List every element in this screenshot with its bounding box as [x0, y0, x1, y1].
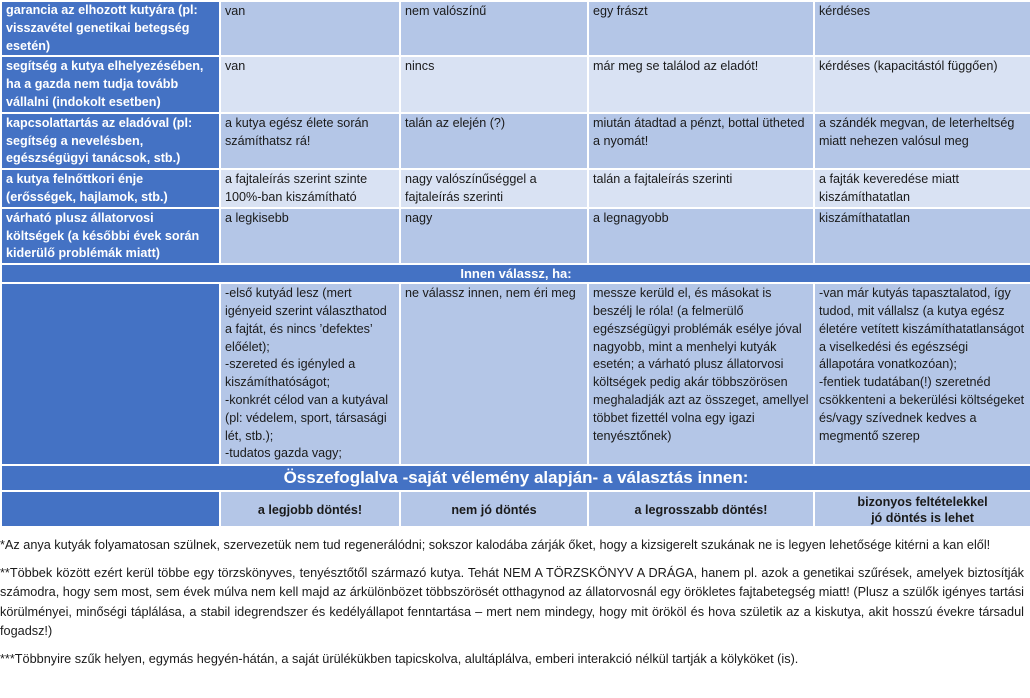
table-cell: -első kutyád lesz (mert igényeid szerint választhatod a fajtát, és nincs ’defektes’ előélet); -szereted és igényled a kiszámíthatóságot; -konkrét célod van a kutyával (pl: védelem, sport, társasági lét, stb.); -tudatos gazda vagy;	[220, 283, 400, 465]
table-cell: van	[220, 56, 400, 112]
row-label: kapcsolattartás az eladóval (pl: segítség a nevelésben, egészségügyi tanácsok, stb.)	[1, 113, 220, 169]
row-label: a kutya felnőttkori énje (erősségek, hajlamok, stb.)	[1, 169, 220, 208]
table-cell: kiszámíthatatlan	[814, 208, 1030, 264]
table-cell: kérdéses	[814, 1, 1030, 56]
table-cell: nagy valószínűséggel a fajtaleírás szerinti	[400, 169, 588, 208]
row-label: garancia az elhozott kutyára (pl: visszavétel genetikai betegség esetén)	[1, 1, 220, 56]
table-cell: a fajtaleírás szerint szinte 100%-ban kiszámítható	[220, 169, 400, 208]
table-cell: nem valószínű	[400, 1, 588, 56]
row-label: várható plusz állatorvosi költségek (a későbbi évek során kiderülő problémák miatt)	[1, 208, 220, 264]
footnotes	[0, 536, 1024, 677]
table-row-seller-contact	[1, 113, 1030, 169]
table-cell: talán az elején (?)	[400, 113, 588, 169]
section-header-summary	[1, 465, 1030, 491]
row-label	[1, 283, 220, 465]
table-cell: kérdéses (kapacitástól függően)	[814, 56, 1030, 112]
table-cell: a legnagyobb	[588, 208, 814, 264]
table-row-choose-if	[1, 283, 1030, 465]
table-cell: nagy	[400, 208, 588, 264]
table-cell: a kutya egész élete során számíthatsz rá!	[220, 113, 400, 169]
verdict-cell: a legjobb döntés!	[220, 491, 400, 527]
section-title: Innen válassz, ha:	[1, 264, 1030, 283]
table-row-adult-self	[1, 169, 1030, 208]
table-cell: messze kerüld el, és másokat is beszélj le róla! (a felmerülő egészségügyi problémák esélye jóval nagyobb, mint a menhelyi kutyák esetén; a várható plusz állatorvosi költségek pedig akár többszörösen meghaladják azt az összeget, amellyel többet fizettél volna egy igazi tenyésztőnek)	[588, 283, 814, 465]
table-row-vet-costs	[1, 208, 1030, 264]
table-cell: miután átadtad a pénzt, bottal ütheted a nyomát!	[588, 113, 814, 169]
row-label: segítség a kutya elhelyezésében, ha a gazda nem tudja tovább vállalni (indokolt esetben)	[1, 56, 220, 112]
table-cell: nincs	[400, 56, 588, 112]
section-header-choose	[1, 264, 1030, 283]
table-cell: van	[220, 1, 400, 56]
table-cell: a szándék megvan, de leterheltség miatt nehezen valósul meg	[814, 113, 1030, 169]
table-row-verdict	[1, 491, 1030, 527]
table-row-guarantee	[1, 1, 1030, 56]
verdict-cell: bizonyos feltételekkel jó döntés is lehet	[814, 491, 1030, 527]
verdict-cell: a legrosszabb döntés!	[588, 491, 814, 527]
table-cell: -van már kutyás tapasztalatod, így tudod, mit vállalsz (a kutya egész életére vetített kiszámíthatatlanságot a viselkedési és egészségi állapotára vonatkozóan); -fentiek tudatában(!) szeretnéd csökkenteni a bekerülési költségeket és/vagy szívednek kedves a megmentő szerep	[814, 283, 1030, 465]
section-title: Összefoglalva -saját vélemény alapján- a választás innen:	[1, 465, 1030, 491]
footnote-1: *Az anya kutyák folyamatosan szülnek, szervezetük nem tud regenerálódni; sokszor kalodába zárják őket, hogy a kizsigerelt szukának ne is legyen lehetősége kitérni a kan elől!	[0, 538, 991, 552]
footnote-3: ***Többnyire szűk helyen, egymás hegyén-hátán, a saját ürülékükben tapicskolva, alultáplálva, emberi interakció nélkül tartják a kölyköket (is).	[0, 651, 799, 666]
verdict-cell: nem jó döntés	[400, 491, 588, 527]
table-cell: talán a fajtaleírás szerinti	[588, 169, 814, 208]
table-cell: a fajták keveredése miatt kiszámíthatatlan	[814, 169, 1030, 208]
table-row-rehoming-help	[1, 56, 1030, 112]
table-cell: ne válassz innen, nem éri meg	[400, 283, 588, 465]
row-label	[1, 491, 220, 527]
table-cell: a legkisebb	[220, 208, 400, 264]
table-cell: egy frászt	[588, 1, 814, 56]
table-cell: már meg se találod az eladót!	[588, 56, 814, 112]
footnote-2: **Többek között ezért kerül többe egy törzskönyves, tenyésztőtől származó kutya. Tehát NEM A TÖRZSKÖNYV A DRÁGA, hanem pl. azok a genetikai szűrések, amelyek biztosítják számodra, hogy sem most, sem évek múlva nem kell majd az árkülönbözet többszörösét otthagynod az állatorvosnál egy örökletes fajtabetegség miatt! (Plusz a szülők igényes tartási körülményei, minőségi táplálása, a stabil idegrendszer és kedélyállapot fenntartása – mert nem mindegy, hogy mit örököl és hova születik az a kiskutya, akit hosszú évekre társadul fogadsz!)	[0, 565, 1024, 638]
